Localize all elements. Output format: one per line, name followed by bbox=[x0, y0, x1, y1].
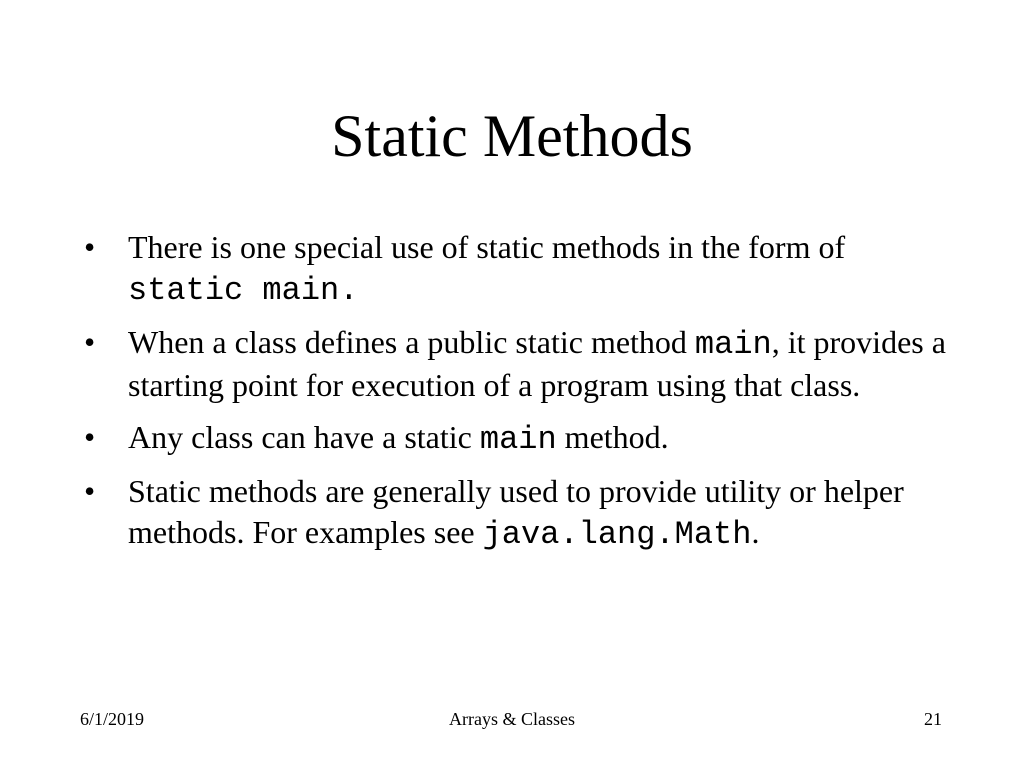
footer-page-number: 21 bbox=[924, 709, 942, 729]
bullet-item bbox=[84, 227, 964, 311]
bullet-text-segment: When a class defines a public static method bbox=[128, 324, 695, 360]
bullet-item bbox=[84, 322, 964, 406]
bullet-dot-icon: • bbox=[84, 419, 96, 455]
bullet-dot-icon: • bbox=[84, 324, 96, 360]
code-segment: main bbox=[479, 421, 557, 458]
code-segment: java.lang.Math bbox=[482, 516, 752, 553]
bullet-text-segment: . bbox=[751, 514, 760, 550]
code-segment: main bbox=[694, 326, 772, 363]
bullet-text-segment: Any class can have a static bbox=[128, 419, 480, 455]
bullet-dot-icon: • bbox=[84, 229, 96, 265]
footer-title: Arrays & Classes bbox=[449, 709, 575, 729]
slide-title: Static Methods bbox=[331, 103, 693, 169]
bullet-list bbox=[84, 227, 964, 566]
bullet-dot-icon: • bbox=[84, 473, 96, 509]
bullet-text bbox=[128, 473, 904, 553]
bullet-item bbox=[84, 417, 964, 460]
bullet-text-segment: Static methods are generally used to provide utility or helper methods. For examples see bbox=[128, 473, 904, 550]
bullet-text bbox=[128, 324, 946, 403]
bullet-item bbox=[84, 471, 964, 555]
bullet-text bbox=[128, 229, 846, 309]
bullet-text-segment: method. bbox=[556, 419, 669, 455]
footer-date: 6/1/2019 bbox=[80, 709, 145, 729]
bullet-text-segment: , it provides a starting point for execution of a program using that class. bbox=[128, 324, 946, 403]
code-segment: static main. bbox=[128, 272, 359, 309]
bullet-text-segment: There is one special use of static methods in the form of bbox=[128, 229, 846, 265]
bullet-text bbox=[128, 419, 669, 458]
